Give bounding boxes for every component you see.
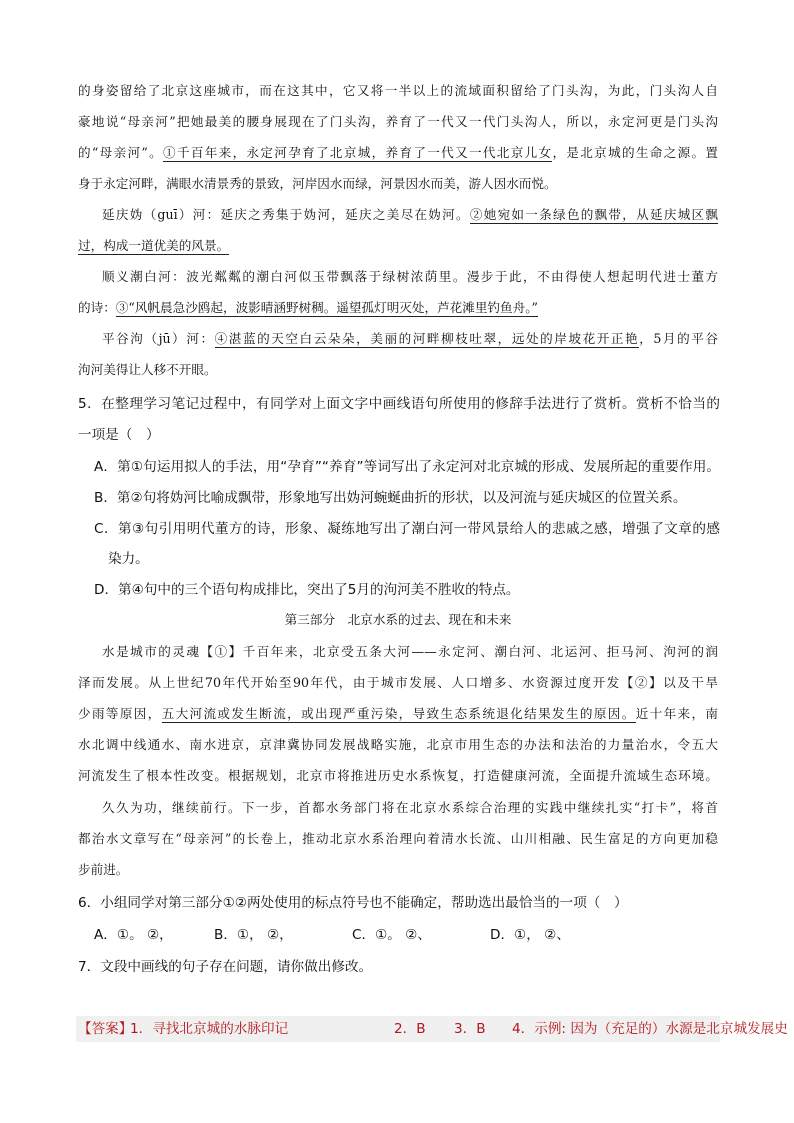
choice-d[interactable]: D．①， ②、 xyxy=(490,927,570,943)
option-c[interactable]: C．第③句引用明代董方的诗，形象、凝练地写出了潮白河一带风景给人的悲戚之感，增强了文章的感 xyxy=(94,521,720,537)
answer-4: 4．示例: 因为（充足的）水源是北京城发展史 xyxy=(512,1021,788,1037)
passage-text: ，是北京城的生命之源。置 xyxy=(552,145,719,160)
passage-line: 水北调中线通水、南水进京，京津冀协同发展战略实施，北京市用生态的办法和法治的力量治水，令五大 xyxy=(78,737,718,752)
answer-3: 3．B xyxy=(454,1021,486,1037)
passage-line: 水是城市的灵魂【①】千百年来，北京受五条大河——永定河、潮白河、北运河、拒马河、泃河的润 xyxy=(102,644,718,659)
choice-c[interactable]: C．①。 ②、 xyxy=(352,927,431,943)
underlined-sentence-4: ④湛蓝的天空白云朵朵，美丽的河畔柳枝吐翠，远处的岸坡花开正艳 xyxy=(214,331,640,346)
passage-text: ，5月的平谷 xyxy=(639,331,718,346)
passage-text: 少雨等原因， xyxy=(78,706,162,721)
underlined-faulty-sentence: 五大河流或发生断流，或出现严重污染，导致生态系统退化结果发生的原因。 xyxy=(161,706,636,721)
passage-line: 的身姿留给了北京这座城市，而在这其中，它又将一半以上的流域面积留给了门头沟，为此，门头沟人自 xyxy=(78,83,718,98)
option-a[interactable]: A．第①句运用拟人的手法，用“孕育”“养育”等词写出了永定河对北京城的形成、发展所起的重要作用。 xyxy=(94,459,720,475)
answer-bar xyxy=(76,1016,788,1042)
choice-a[interactable]: A．①。 ②， xyxy=(94,927,173,943)
option-c-cont: 染力。 xyxy=(108,551,149,567)
passage-line xyxy=(78,141,718,165)
question-6-choices xyxy=(94,922,714,948)
passage-line: 泽而发展。从上世纪70年代开始至90年代，由于城市发展、人口增多、水资源过度开发【②】以及干旱 xyxy=(78,675,718,690)
passage-line: 泃河美得让人移不开眼。 xyxy=(78,362,217,377)
passage-line: 身于永定河畔，满眼水清景秀的景致，河岸因水而绿，河景因水而美，游人因水而悦。 xyxy=(78,176,557,191)
passage-line: 久久为功，继续前行。下一步，首都水务部门将在北京水系综合治理的实践中继续扎实“打卡”，将首 xyxy=(102,800,718,815)
answer-tag: 【答案】 xyxy=(78,1021,133,1037)
passage-line: 都治水文章写在“母亲河”的长卷上，推动北京水系治理向着清水长流、山川相融、民生富足的方向更加稳 xyxy=(78,831,718,846)
passage-line: 顺义潮白河：波光粼粼的潮白河似玉带飘落于绿树浓荫里。漫步于此，不由得使人想起明代进士董方 xyxy=(102,269,718,284)
option-d[interactable]: D．第④句中的三个语句构成排比，突出了5月的泃河美不胜收的特点。 xyxy=(94,582,520,598)
passage-line xyxy=(78,296,718,320)
passage-line: 豪地说“母亲河”把她最美的腰身展现在了门头沟，养育了一代又一代门头沟人，所以，永定河更是门头沟 xyxy=(78,114,718,129)
underlined-sentence-1: ①千百年来，永定河孕育了北京城，养育了一代又一代北京儿女 xyxy=(163,145,553,160)
answer-1: 1．寻找北京城的水脉印记 xyxy=(130,1021,289,1037)
passage-text: 平谷泃（jū）河： xyxy=(102,331,215,346)
passage-text: 近十年来，南 xyxy=(635,706,719,721)
question-5-stem: 一项是（ ） xyxy=(78,427,160,443)
question-5-stem: 5．在整理学习笔记过程中，有同学对上面文字中画线语句所使用的修辞手法进行了赏析。赏析不恰当的 xyxy=(78,396,720,412)
underlined-sentence-2: ②她宛如一条绿色的飘带，从延庆城区飘 xyxy=(469,207,719,222)
passage-text: 的“母亲河”。 xyxy=(78,145,164,160)
passage-text: 延庆妫（guī）河：延庆之秀集于妫河，延庆之美尽在妫河。 xyxy=(102,207,470,222)
answer-2: 2．B xyxy=(394,1021,426,1037)
underlined-sentence-2-cont: 过，构成一道优美的风景。 xyxy=(78,238,230,253)
passage-line: 河流发生了根本性改变。根据规划，北京市将推进历史水系恢复，打造健康河流，全面提升流域生态环境。 xyxy=(78,768,718,783)
passage-line xyxy=(78,702,718,726)
section-title: 第三部分 北京水系的过去、现在和未来 xyxy=(284,612,512,627)
passage-line xyxy=(78,234,718,258)
passage-line xyxy=(102,327,718,351)
passage-text: 的诗： xyxy=(78,300,116,315)
underlined-sentence-3: ③“风帆晨急沙鸥起，波影晴涵野树稠。遥望孤灯明灭处，芦花滩里钓鱼舟。” xyxy=(115,300,538,315)
question-6-stem: 6．小组同学对第三部分①②两处使用的标点符号也不能确定，帮助选出最恰当的一项（ ） xyxy=(78,895,628,911)
question-7-stem: 7．文段中画线的句子存在问题，请你做出修改。 xyxy=(78,959,373,975)
passage-line xyxy=(102,203,718,227)
choice-b[interactable]: B．①， ②， xyxy=(214,927,293,943)
option-b[interactable]: B．第②句将妫河比喻成飘带，形象地写出妫河蜿蜒曲折的形状，以及河流与延庆城区的位置关系。 xyxy=(94,490,687,506)
passage-line: 步前进。 xyxy=(78,862,129,877)
